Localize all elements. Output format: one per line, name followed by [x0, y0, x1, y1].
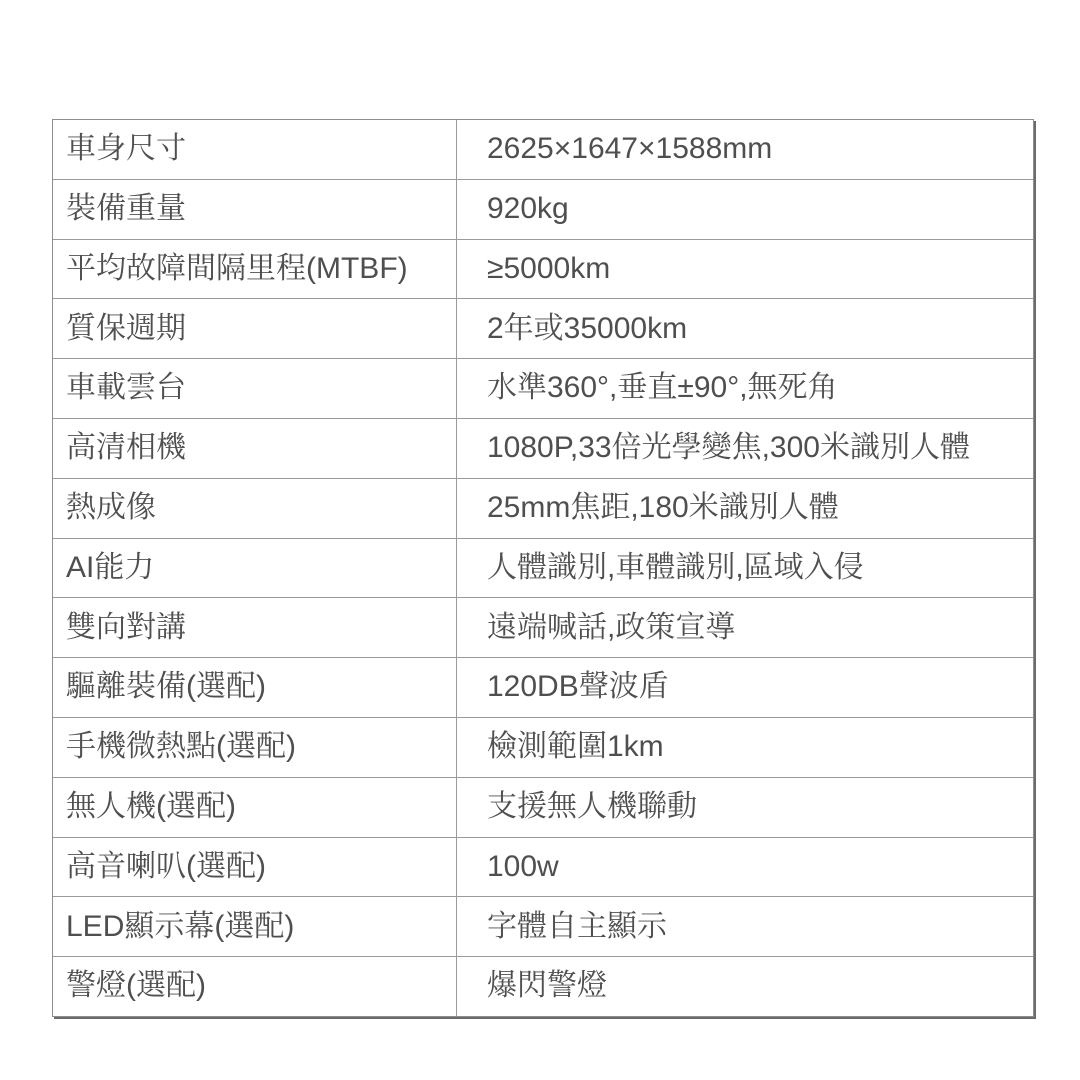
spec-value: 120DB聲波盾 [456, 658, 1033, 717]
spec-value: ≥5000km [456, 240, 1033, 299]
spec-value: 920kg [456, 180, 1033, 239]
spec-label: 驅離裝備(選配) [66, 670, 266, 704]
table-row [53, 298, 1033, 358]
table-row [53, 120, 1033, 179]
spec-value: 2年或35000km [456, 299, 1033, 358]
table-row [53, 418, 1033, 478]
spec-label: LED顯示幕(選配) [66, 909, 295, 943]
spec-label: 裝備重量 [66, 191, 186, 225]
table-row [53, 956, 1033, 1016]
spec-label: 手機微熱點(選配) [66, 730, 296, 764]
spec-value: 檢測範圍1km [456, 718, 1033, 777]
table-row [53, 597, 1033, 657]
table-row [53, 717, 1033, 777]
spec-value: 100w [456, 838, 1033, 897]
table-row [53, 896, 1033, 956]
spec-label: 雙向對講 [66, 610, 186, 644]
table-row [53, 657, 1033, 717]
spec-label: 高清相機 [66, 431, 186, 465]
spec-value: 1080P,33倍光學變焦,300米識別人體 [456, 419, 1033, 478]
table-row [53, 478, 1033, 538]
table-row [53, 358, 1033, 418]
spec-value: 爆閃警燈 [456, 957, 1033, 1016]
spec-value: 支援無人機聯動 [456, 778, 1033, 837]
spec-value: 25mm焦距,180米識別人體 [456, 479, 1033, 538]
spec-label: 警燈(選配) [66, 969, 206, 1003]
spec-label: 無人機(選配) [66, 789, 236, 823]
spec-value: 遠端喊話,政策宣導 [456, 598, 1033, 657]
spec-label: 車身尺寸 [66, 132, 186, 166]
table-row [53, 538, 1033, 598]
spec-label: AI能力 [66, 550, 155, 584]
table-row [53, 777, 1033, 837]
table-row [53, 179, 1033, 239]
spec-label: 質保週期 [66, 311, 186, 345]
spec-table [52, 119, 1034, 1017]
table-row [53, 837, 1033, 897]
spec-value: 人體識別,車體識別,區域入侵 [456, 539, 1033, 598]
spec-label: 高音喇叭(選配) [66, 849, 266, 883]
spec-value: 2625×1647×1588mm [456, 120, 1033, 179]
spec-label: 熱成像 [66, 490, 156, 524]
spec-value: 水準360°,垂直±90°,無死角 [456, 359, 1033, 418]
table-row [53, 239, 1033, 299]
spec-value: 字體自主顯示 [456, 897, 1033, 956]
spec-label: 車載雲台 [66, 371, 186, 405]
spec-label: 平均故障間隔里程(MTBF) [66, 251, 408, 285]
